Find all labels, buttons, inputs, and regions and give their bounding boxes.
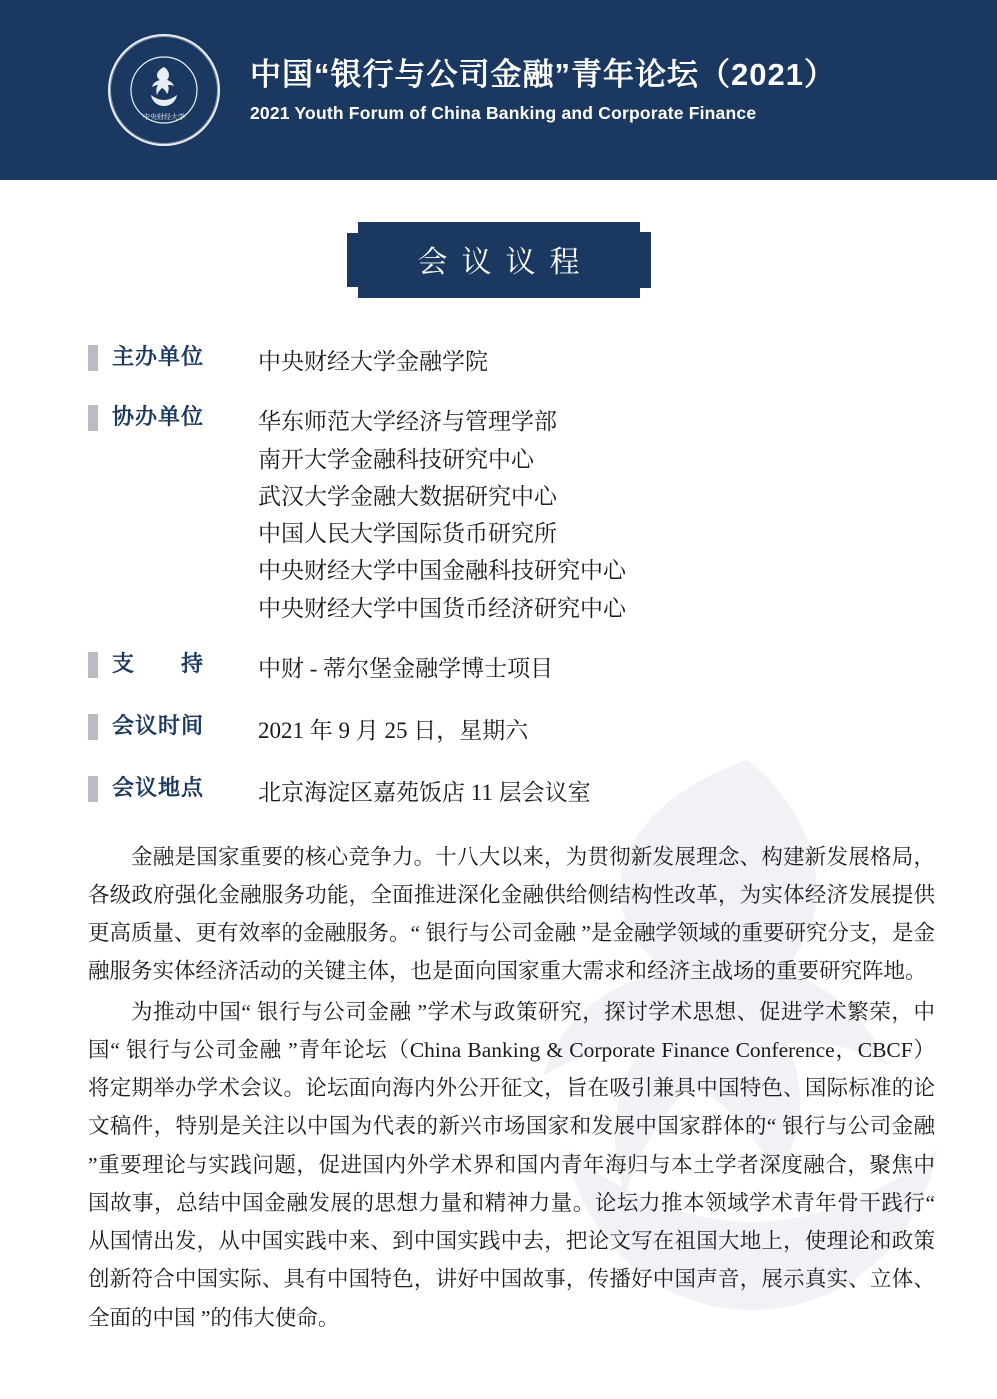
info-value-line: 中国人民大学国际货币研究所 xyxy=(258,521,557,546)
info-row-label xyxy=(88,773,258,804)
university-logo xyxy=(108,34,220,146)
info-row xyxy=(88,649,935,687)
plate-notch-bottom-left xyxy=(347,287,358,298)
info-row-value xyxy=(258,649,553,687)
label-accent-bar xyxy=(88,345,98,371)
info-row xyxy=(88,402,935,627)
info-value-line: 中财 - 蒂尔堡金融学博士项目 xyxy=(258,655,554,681)
plate-notch-top-left xyxy=(347,222,358,233)
info-row-value xyxy=(258,773,591,811)
agenda-plate-wrapper xyxy=(0,222,997,298)
info-row xyxy=(88,342,935,380)
plate-notch-top-right xyxy=(640,222,651,233)
info-row-label xyxy=(88,342,258,373)
logo-outer-ring xyxy=(110,36,218,144)
info-row-value xyxy=(258,711,528,749)
info-value-line: 北京海淀区嘉苑饭店 11 层会议室 xyxy=(258,780,591,806)
info-value-line: 武汉大学金融大数据研究中心 xyxy=(258,483,557,509)
paragraph: 为推动中国“ 银行与公司金融 ”学术与政策研究，探讨学术思想、促进学术繁荣，中国“ 银行与公司金融 ”青年论坛（China Banking & Corporate Finance Conference，CBCF）将定期举办学术会议。论坛面向海内外公开征文，旨在吸引兼具中国特色、国际标准的论文稿件，特别是关注以中国为代表的新兴市场国家和发展中国家群体的“ 银行与公司金融 ”重要理论与实践问题，促进国内外学术界和国内青年海归与本土学者深度融合，聚焦中国故事，总结中国金融发展的思想力量和精神力量。论坛力推本领域学术青年骨干践行“ 从国情出发，从中国实践中来、到中国实践中去，把论文写在祖国大地上，使理论和政策创新符合中国实际、具有中国特色，讲好中国故事，传播好中国声音，展示真实、立体、全面的中国 ”的伟大使命。 xyxy=(88,999,935,1330)
page-header-banner xyxy=(0,0,997,180)
info-label-text: 会议地点 xyxy=(112,775,205,801)
paragraph: 金融是国家重要的核心竞争力。十八大以来，为贯彻新发展理念、构建新发展格局，各级政府强化金融服务功能，全面推进深化金融供给侧结构性改革，为实体经济发展提供更高质量、更有效率的金融服务。“ 银行与公司金融 ”是金融学领域的重要研究分支，是金融服务实体经济活动的关键主体，也是面向国家重大需求和经济主战场的重要研究阵地。 xyxy=(88,844,935,984)
info-row-label xyxy=(88,649,258,680)
info-row xyxy=(88,711,935,749)
section-plate xyxy=(358,222,640,298)
label-accent-bar xyxy=(88,405,98,431)
info-value-line: 中央财经大学中国货币经济研究中心 xyxy=(258,595,626,621)
label-accent-bar xyxy=(88,652,98,678)
info-row-label xyxy=(88,402,258,433)
introduction-text xyxy=(88,838,935,1337)
forum-title-en: 2021 Youth Forum of China Banking and Corporate Finance xyxy=(250,102,757,123)
info-row-value xyxy=(258,342,488,380)
svg-text:中央财经大学: 中央财经大学 xyxy=(143,114,185,121)
section-plate-label: 会议议程 xyxy=(417,246,594,279)
info-label-text: 支 持 xyxy=(112,650,205,676)
info-value-line: 2021 年 9 月 25 日，星期六 xyxy=(258,718,529,743)
info-label-text: 会议时间 xyxy=(112,713,205,738)
forum-title-cn: 中国“银行与公司金融”青年论坛（2021） xyxy=(250,57,836,93)
label-accent-bar xyxy=(88,714,98,740)
info-value-line: 华东师范大学经济与管理学部 xyxy=(258,409,557,435)
info-label-text: 主办单位 xyxy=(112,344,205,369)
info-value-line: 中央财经大学金融学院 xyxy=(258,349,488,374)
info-row-label xyxy=(88,711,258,742)
info-value-line: 南开大学金融科技研究中心 xyxy=(258,446,534,472)
info-row xyxy=(88,773,935,811)
meeting-info-list xyxy=(88,342,935,812)
label-accent-bar xyxy=(88,776,98,802)
plate-notch-bottom-right xyxy=(640,287,651,298)
info-value-line: 中央财经大学中国金融科技研究中心 xyxy=(258,558,626,584)
info-label-text: 协办单位 xyxy=(112,404,205,430)
info-row-value xyxy=(258,402,626,627)
document-body xyxy=(0,342,997,1337)
